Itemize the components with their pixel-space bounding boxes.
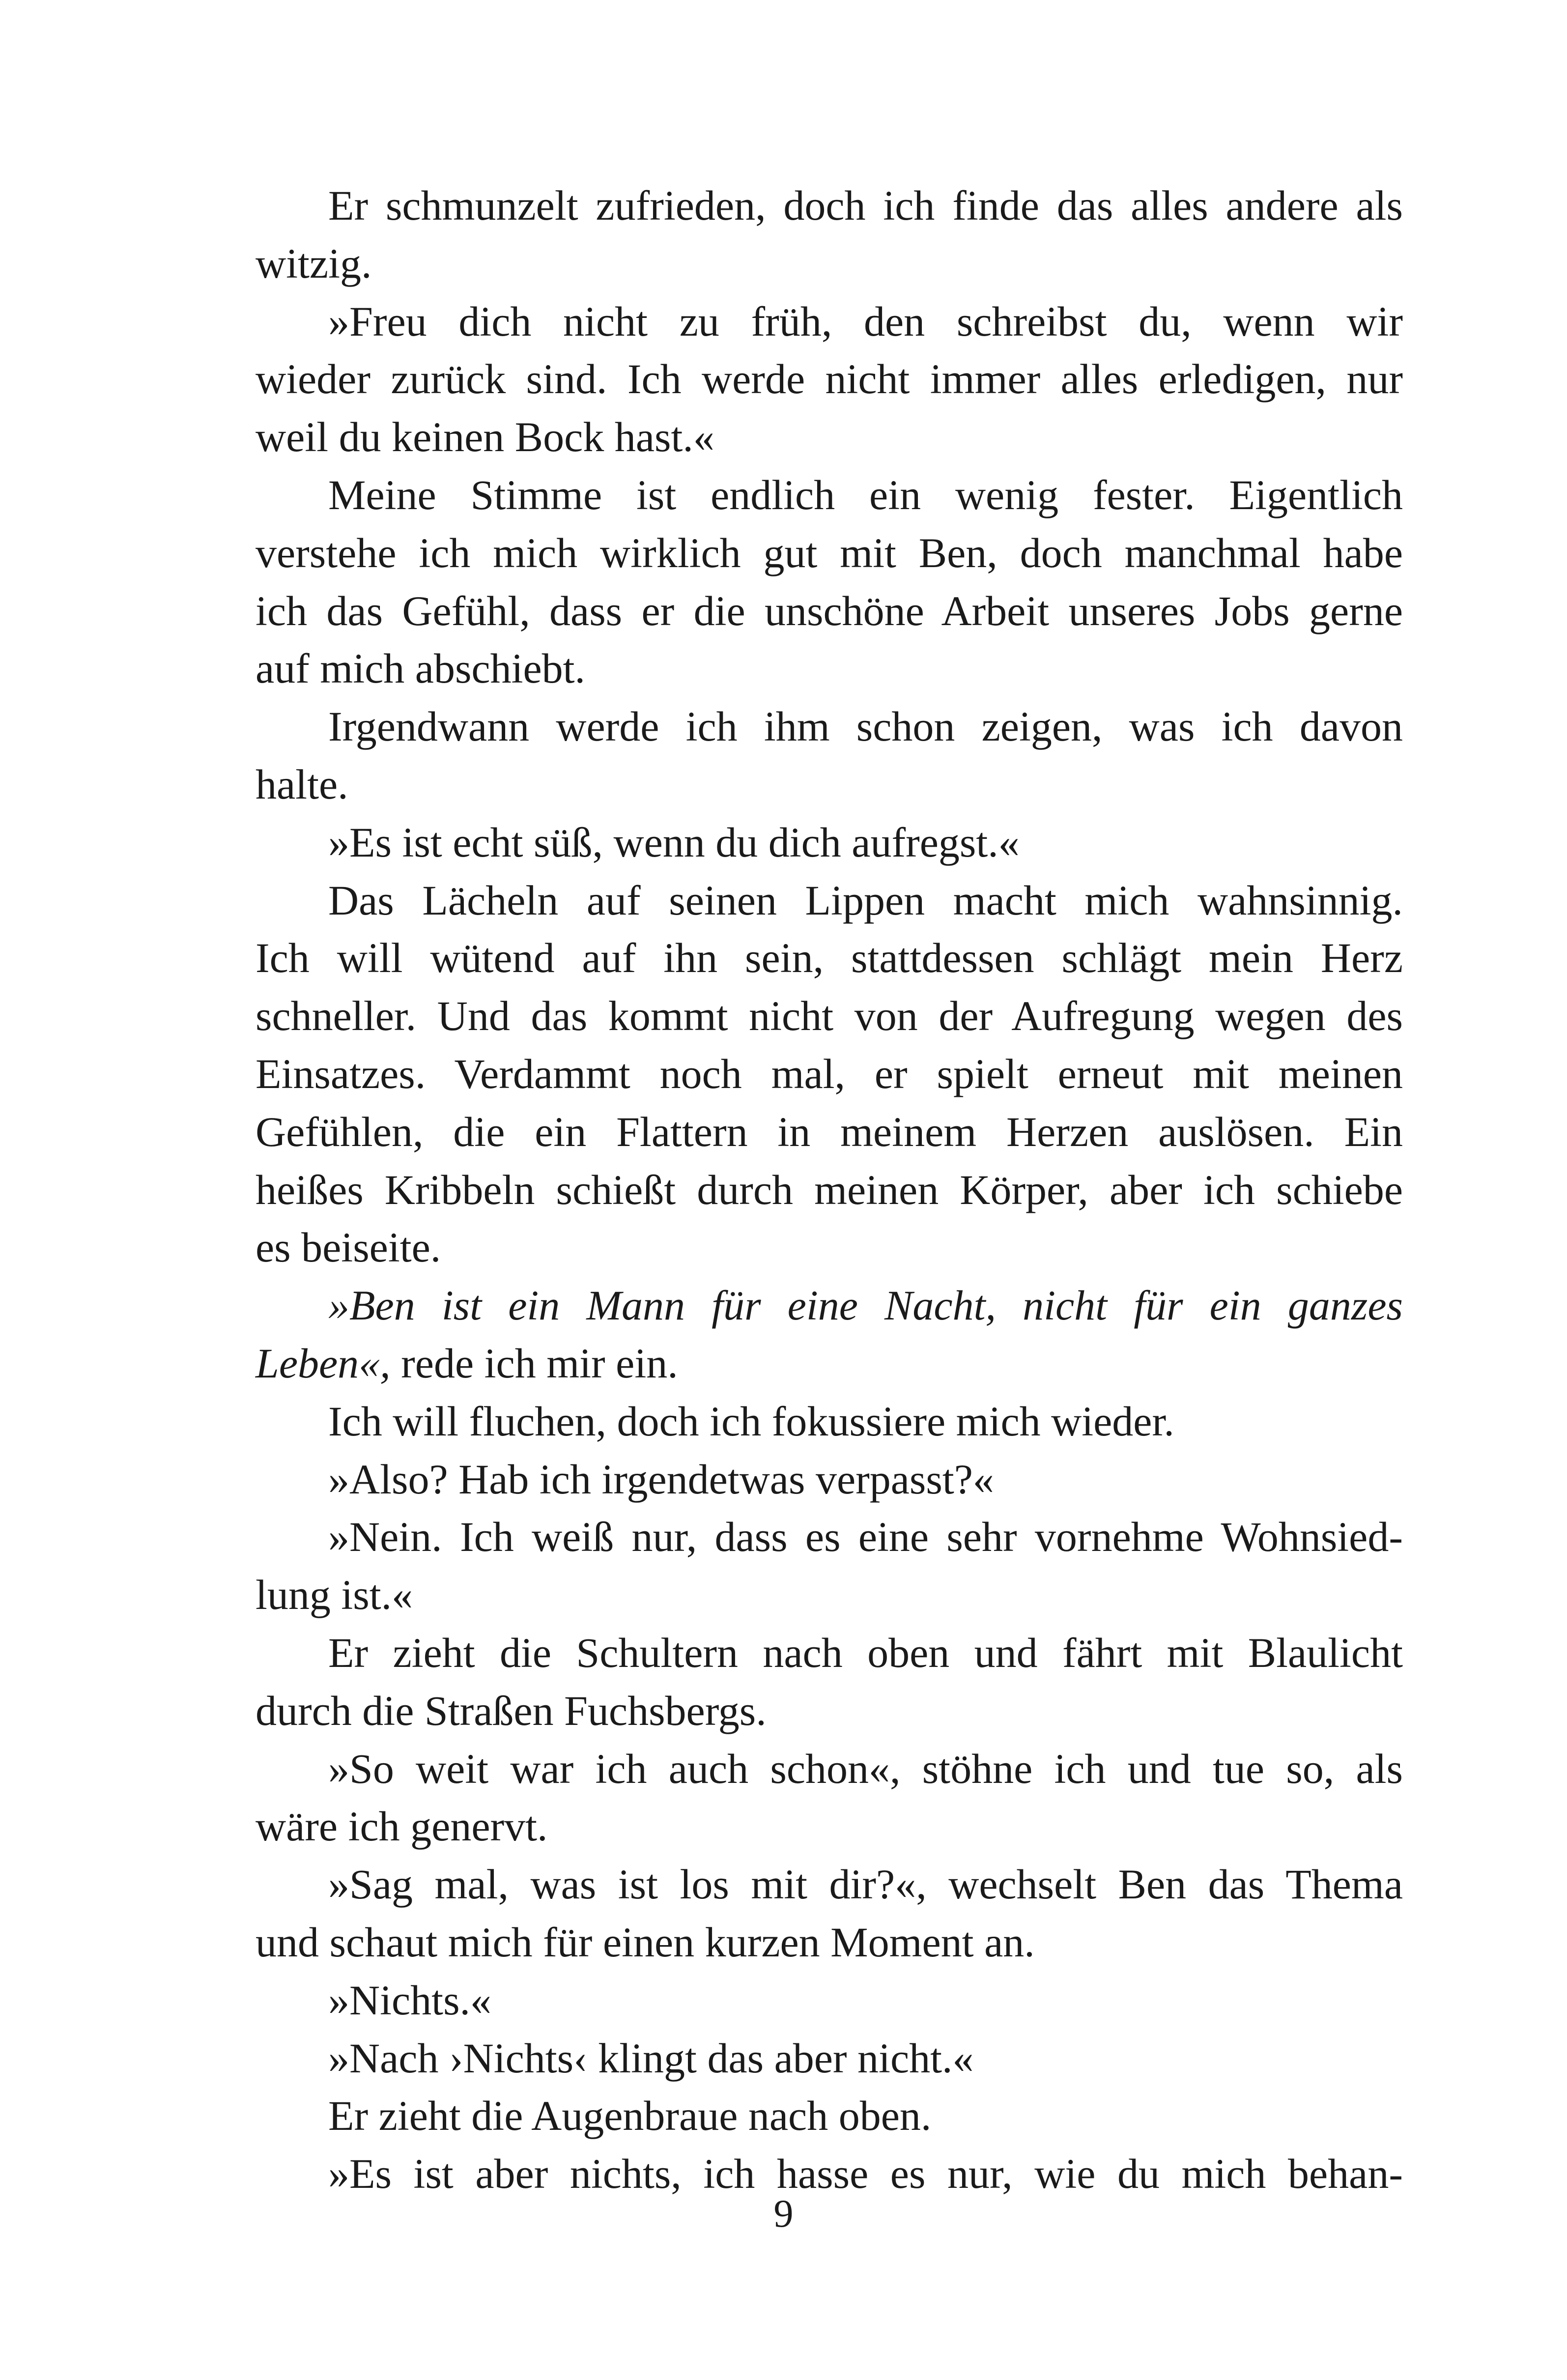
text-line: »Es ist aber nichts, ich hasse es nur, wie du mich behan-	[328, 2150, 1403, 2198]
text-line: verstehe ich mich wirklich gut mit Ben, doch manchmal habe	[256, 529, 1403, 576]
text-line: es beiseite.	[256, 1224, 441, 1271]
text-line: witzig.	[256, 239, 372, 287]
text-line: weil du keinen Bock hast.«	[256, 413, 714, 461]
text-line: auf mich abschiebt.	[256, 645, 586, 692]
text-line: halte.	[256, 760, 348, 808]
text-line: lung ist.«	[256, 1571, 413, 1619]
text-line: durch die Straßen Fuchsbergs.	[256, 1687, 767, 1734]
text-line: Er schmunzelt zufrieden, doch ich finde das alles andere als	[328, 182, 1403, 229]
text-line: »Es ist echt süß, wenn du dich aufregst.«	[328, 818, 1020, 866]
text-line: und schaut mich für einen kurzen Moment an.	[256, 1918, 1035, 1966]
book-page-text	[256, 177, 1403, 2203]
text-line: heißes Kribbeln schießt durch meinen Körper, aber ich schiebe	[256, 1166, 1403, 1213]
text-line: ich das Gefühl, dass er die unschöne Arbeit unseres Jobs gerne	[256, 587, 1403, 634]
text-line: Ich will fluchen, doch ich fokussiere mich wieder.	[328, 1397, 1174, 1445]
italic-text-segment: Leben«,	[256, 1339, 391, 1387]
text-line: »Nichts.«	[328, 1976, 492, 2024]
text-line: »So weit war ich auch schon«, stöhne ich und tue so, als	[328, 1745, 1403, 1792]
text-segment: rede ich mir ein.	[390, 1339, 678, 1387]
text-line: wäre ich genervt.	[256, 1803, 548, 1850]
text-line: »Sag mal, was ist los mit dir?«, wechselt Ben das Thema	[328, 1861, 1403, 1908]
italic-text-line: »Ben ist ein Mann für eine Nacht, nicht für ein ganzes	[328, 1282, 1403, 1329]
text-line: Das Lächeln auf seinen Lippen macht mich wahnsinnig.	[328, 876, 1403, 924]
text-line: »Freu dich nicht zu früh, den schreibst du, wenn wir	[328, 297, 1403, 345]
text-line: Gefühlen, die ein Flattern in meinem Herzen auslösen. Ein	[256, 1108, 1403, 1155]
text-line: Er zieht die Schultern nach oben und fährt mit Blaulicht	[328, 1629, 1403, 1676]
text-line: Irgendwann werde ich ihm schon zeigen, was ich davon	[328, 703, 1403, 750]
text-line: Er zieht die Augenbraue nach oben.	[328, 2092, 932, 2140]
text-line: Einsatzes. Verdammt noch mal, er spielt erneut mit meinen	[256, 1050, 1403, 1097]
text-line: Ich will wütend auf ihn sein, stattdessen schlägt mein Herz	[256, 934, 1403, 982]
text-line: »Also? Hab ich irgendetwas verpasst?«	[328, 1455, 994, 1503]
text-line: »Nein. Ich weiß nur, dass es eine sehr vornehme Wohnsied-	[328, 1513, 1403, 1561]
mixed-text-line	[256, 1335, 1403, 1393]
page-number: 9	[773, 2192, 794, 2236]
text-line: Meine Stimme ist endlich ein wenig fester. Eigentlich	[328, 471, 1403, 518]
text-line: schneller. Und das kommt nicht von der Aufregung wegen des	[256, 992, 1403, 1040]
text-line: wieder zurück sind. Ich werde nicht immer alles erledigen, nur	[256, 355, 1403, 403]
text-line: »Nach ›Nichts‹ klingt das aber nicht.«	[328, 2034, 974, 2082]
